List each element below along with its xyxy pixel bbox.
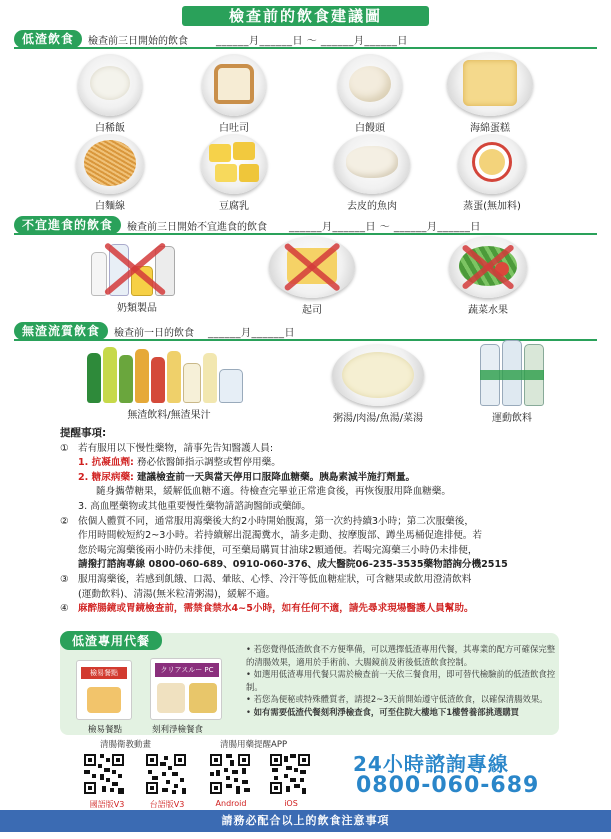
product-1-label: 檢易餐點 [88, 725, 123, 735]
clear-liquid-note: 檢查前一日的飲食 [114, 327, 195, 339]
food-label: 白麵線 [95, 201, 125, 212]
low-residue-tag: 低渣飲食 [14, 30, 82, 48]
qr-code-android[interactable] [208, 752, 252, 796]
reminder-1b: 2. 糖尿病藥: 建議檢查前一天與當天停用口服降血糖藥。胰島素減半施打劑量。 [78, 471, 416, 483]
food-label: 奶類製品 [117, 303, 157, 314]
section-divider [14, 47, 597, 49]
food-label: 白饅頭 [355, 123, 385, 134]
product-1-image [76, 660, 132, 720]
reminders [60, 426, 580, 617]
reminders-title: 提醒事項: [60, 427, 107, 439]
food-label: 蔬菜水果 [468, 305, 508, 316]
cross-out-icon [461, 244, 515, 290]
food-label: 粥湯/肉湯/魚湯/菜湯 [332, 413, 424, 424]
avoid-header [14, 216, 481, 234]
food-clear-soup [322, 344, 434, 424]
plate [338, 54, 402, 116]
food-label: 去皮的魚肉 [347, 201, 397, 212]
plate [201, 134, 267, 194]
avoid-date: ______月______日 ～ ______月______日 [289, 221, 481, 233]
page-title: 檢查前的飲食建議圖 [182, 6, 429, 26]
avoid-note: 檢查前三日開始不宜進食的飲食 [127, 221, 268, 233]
low-residue-meal-notes [246, 643, 556, 718]
reminder-1a: 1. 抗凝血劑: 務必依醫師指示調整或暫停用藥。 [78, 457, 281, 469]
cross-out-icon [283, 244, 341, 290]
qr-label-mandarin: 國語版V3 [89, 800, 125, 809]
food-clear-drinks [84, 343, 254, 421]
food-fish-meat [330, 134, 414, 212]
food-sports-drink [470, 336, 554, 424]
food-label: 無渣飲料/無渣果汁 [127, 410, 211, 421]
food-label: 蒸蛋(無加料) [463, 201, 521, 212]
food-dairy [82, 240, 192, 314]
product-2-brand: クリアスルー PC [155, 663, 219, 677]
clear-liquid-date: ______月______日 [208, 327, 296, 339]
qr-label-taiwanese: 台語版V3 [149, 800, 185, 809]
clear-drinks-image [85, 343, 253, 403]
food-label: 運動飲料 [492, 413, 532, 424]
food-label: 白吐司 [219, 123, 249, 134]
qr-code-taiwanese[interactable] [144, 752, 188, 796]
food-label: 起司 [302, 305, 322, 316]
plate [332, 344, 424, 406]
food-fermented-tofu [198, 134, 270, 212]
product-2-image [150, 658, 222, 720]
low-residue-header [14, 30, 408, 48]
reminder-1b-cont: 隨身攜帶糖果，緩解低血糖不適。待檢查完畢並正常進食後，再恢復服用降血糖藥。 [96, 486, 451, 498]
plate [449, 236, 527, 298]
avoid-tag: 不宜進食的飲食 [14, 216, 121, 234]
footer-banner: 請務必配合以上的飲食注意事項 [0, 810, 611, 832]
plate [76, 134, 144, 194]
clear-liquid-tag: 無渣流質飲食 [14, 322, 108, 340]
note-4: • 如有需要低渣代餐刻利淨檢查食，可至住院大樓地下1樓營養部挑選購買 [246, 706, 520, 717]
food-vegetables-fruits [446, 236, 530, 316]
note-3: • 若您為便秘或特殊體質者，請提2~3天前開始遵守低渣飲食，以確保清腸效果。 [246, 694, 548, 704]
note-2: • 如選用低渣專用代餐只需於檢查前一天依三餐食用，即可替代檢驗前的低渣飲食控制。 [246, 669, 556, 692]
qr-label-android: Android [215, 799, 247, 808]
product-2-label: 刻利淨檢餐食 [152, 725, 204, 735]
section-divider [14, 233, 597, 235]
reminder-1: ① 若有服用以下慢性藥物，請事先告知醫護人員: [60, 442, 274, 454]
reminder-3: ③ 服用瀉藥後，若感到飢餓、口渴、暈眩、心悸、冷汗等低血糖症狀，可含糖果或飲用澄清飲料 (運動飲料)、清湯(無米粒清粥湯)，緩解不適。 [60, 573, 472, 600]
low-residue-meal-tag: 低渣專用代餐 [60, 631, 162, 650]
qr-head-video: 清腸衛教動畫 [100, 740, 152, 750]
food-label: 白稀飯 [95, 123, 125, 134]
food-white-bun [334, 54, 406, 134]
food-sponge-cake [442, 52, 538, 134]
plate [447, 52, 533, 116]
plate [334, 134, 410, 194]
note-1: • 若您覺得低渣飲食不方便準備，可以選擇低渣專用代餐，其專業的配方可確保完整的清腸效果，適用於手術前、大腸鏡前及術後低渣飲食控制。 [246, 644, 556, 667]
reminder-4: ④ 麻醉腸鏡或胃鏡檢查前，需禁食禁水4~5小時，如有任何不適，請先尋求現場醫護人員幫助。 [60, 603, 474, 615]
qr-code-ios[interactable] [268, 752, 312, 796]
dairy-products-image [85, 240, 189, 296]
plate [269, 236, 355, 298]
cross-out-icon [103, 246, 167, 292]
reminder-1c: 3. 高血壓藥物或其他重要慢性藥物請諮詢醫師或藥師。 [78, 500, 311, 512]
reminder-2: ② 依個人體質不同，通常服用瀉藥後大約2小時開始腹瀉，第一次約持續3小時；第二次服藥後， 作用時間較短約2~3小時。若持續解出混濁糞水，請多走動、按摩腹部、蹲坐馬桶促進排便。若 您於喝完瀉藥後兩小時仍未排便，可至藥局購買甘油球2顆通便。若喝完瀉藥三小時仍未排便， 請撥打諮詢專線 0800-060-689、0910-060-376、成大醫院06-235-3535藥物諮詢分機2515 [60, 515, 508, 571]
food-white-noodles [74, 134, 146, 212]
low-residue-date: ______月______日 ～ ______月______日 [216, 35, 408, 47]
food-cheese [266, 236, 358, 316]
food-steamed-egg [452, 134, 532, 212]
food-label: 豆腐乳 [219, 201, 249, 212]
hotline-number[interactable]: 0800-060-689 [356, 773, 540, 798]
plate [458, 134, 526, 194]
plate [202, 54, 266, 116]
product-1-brand: 檢易餐點 [81, 667, 127, 679]
food-white-toast [198, 54, 270, 134]
qr-head-app: 清腸用藥提醒APP [220, 740, 288, 750]
clear-liquid-header [14, 322, 295, 340]
hotline-title: 24小時諮詢專線 [353, 752, 509, 776]
qr-label-ios: iOS [284, 799, 298, 808]
qr-code-mandarin[interactable] [82, 752, 126, 796]
plate [78, 54, 142, 116]
food-label: 海綿蛋糕 [470, 123, 510, 134]
low-residue-note: 檢查前三日開始的飲食 [88, 35, 189, 47]
food-white-congee [74, 54, 146, 134]
sports-drink-image [472, 336, 552, 406]
